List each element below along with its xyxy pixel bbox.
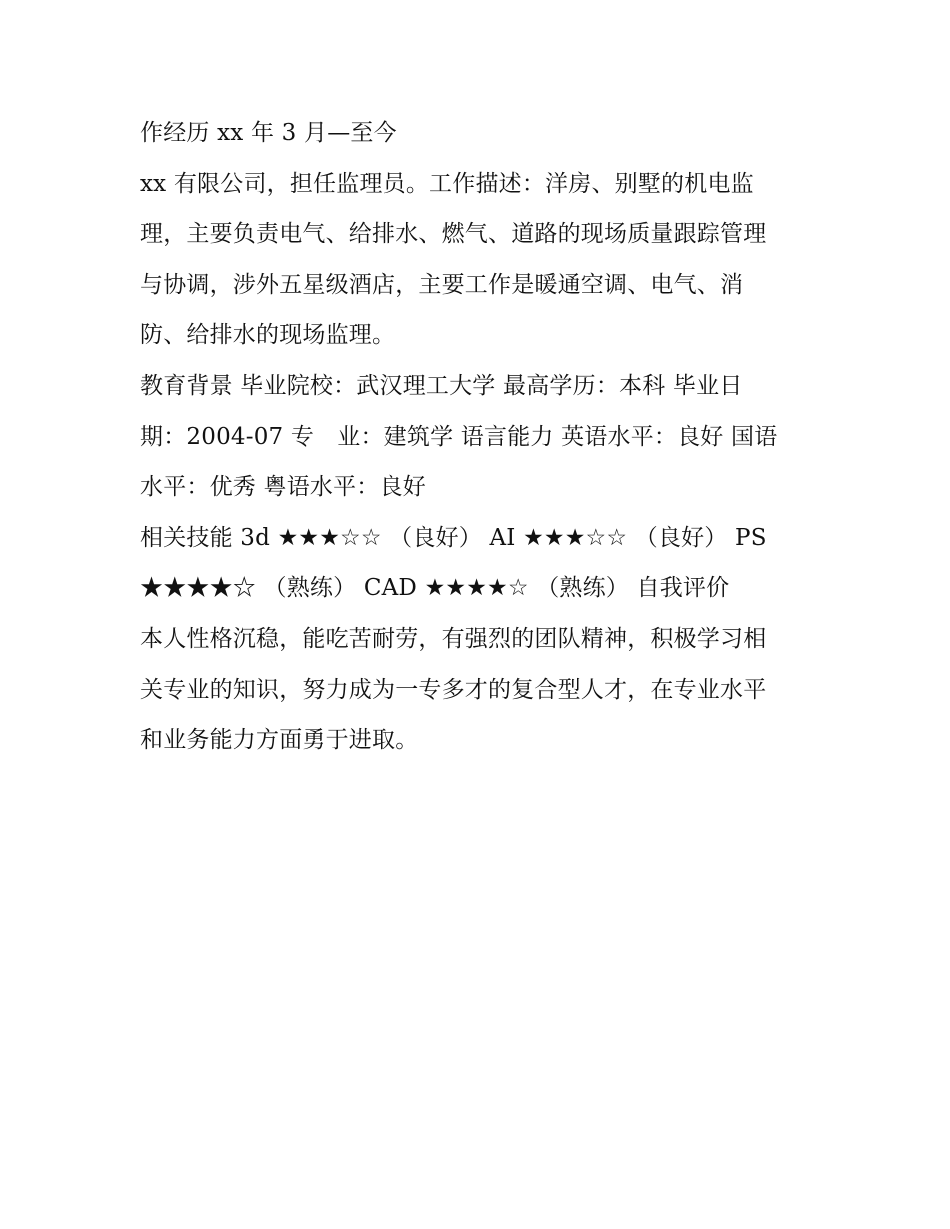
resume-text-block [140, 108, 830, 766]
work-description-line: 理，主要负责电气、给排水、燃气、道路的现场质量跟踪管理 [140, 221, 767, 248]
skills-line: ★★★★☆ （熟练） CAD ★★★★☆ （熟练） 自我评价 [140, 575, 730, 602]
work-description-line: xx 有限公司，担任监理员。工作描述：洋房、别墅的机电监 [140, 170, 754, 197]
self-evaluation-line: 本人性格沉稳，能吃苦耐劳，有强烈的团队精神，积极学习相 [140, 625, 767, 652]
work-description-line: 与协调，涉外五星级酒店，主要工作是暖通空调、电气、消 [140, 271, 744, 298]
work-history-heading-line: 作经历 xx 年 3 月—至今 [140, 120, 397, 146]
work-description-line: 防、给排水的现场监理。 [140, 322, 396, 349]
self-evaluation-line: 关专业的知识，努力成为一专多才的复合型人才，在专业水平 [140, 676, 767, 703]
language-line: 水平：优秀 粤语水平：良好 [140, 474, 426, 501]
education-line: 教育背景 毕业院校：武汉理工大学 最高学历：本科 毕业日 [140, 372, 743, 399]
skills-line: 相关技能 3d ★★★☆☆ （良好） AI ★★★☆☆ （良好） PS [140, 524, 767, 551]
education-line: 期：2004-07 专 业：建筑学 语言能力 英语水平：良好 国语 [140, 423, 778, 450]
self-evaluation-line: 和业务能力方面勇于进取。 [140, 727, 419, 754]
